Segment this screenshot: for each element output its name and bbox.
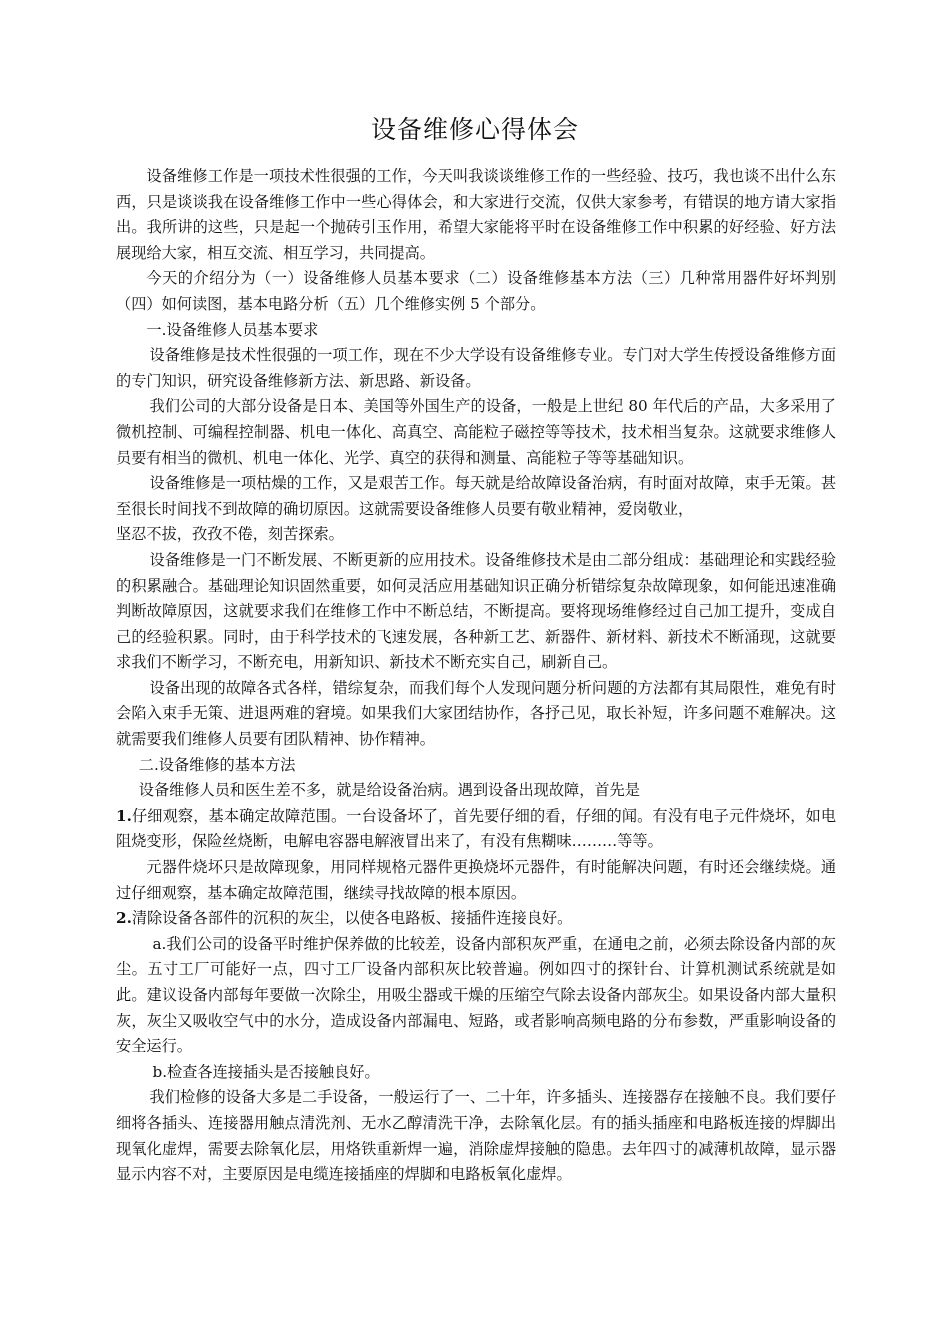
paragraph-foreign-equipment: 我们公司的大部分设备是日本、美国等外国生产的设备，一般是上世纪 80 年代后的产品，大多采用了微机控制、可编程控制器、机电一体化、高真空、高能粒子磁控等等技术，技术相当复杂。这就要求维修人员要有相当的微机、机电一体化、光学、真空的获得和测量、高能粒子等等基础知识。 xyxy=(116,397,836,467)
document-body xyxy=(116,164,836,1188)
sub-heading-b: b.检查各连接插头是否接触良好。 xyxy=(152,1062,380,1081)
paragraph-dust: a.我们公司的设备平时维护保养做的比较差，设备内部积灰严重，在通电之前，必须去除设备内部的灰尘。五寸工厂可能好一点，四寸工厂设备内部积灰比较普遍。例如四寸的探针台、计算机测试系统就是如此。建议设备内部每年要做一次除尘，用吸尘器或干燥的压缩空气除去设备内部灰尘。如果设备内部大量积灰，灰尘又吸收空气中的水分，造成设备内部漏电、短路，或者影响高频电路的分布参数，严重影响设备的安全运行。 xyxy=(116,934,836,1056)
paragraph-connectors: 我们检修的设备大多是二手设备，一般运行了一、二十年，许多插头、连接器存在接触不良。我们要仔细将各插头、连接器用触点清洗剂、无水乙醇清洗干净，去除氧化层。有的插头插座和电路板连接的焊脚出现氧化虚焊，需要去除氧化层，用烙铁重新焊一遍，消除虚焊接触的隐患。去年四寸的减薄机故障，显示器显示内容不对，主要原因是电缆连接插座的焊脚和电路板氧化虚焊。 xyxy=(116,1088,836,1184)
paragraph-teamwork: 设备出现的故障各式各样，错综复杂，而我们每个人发现问题分析问题的方法都有其局限性，难免有时会陷入束手无策、进退两难的窘境。如果我们大家团结协作，各抒己见，取长补短，许多问题不难解决。这就需要我们维修人员要有团队精神、协作精神。 xyxy=(116,678,836,749)
paragraph-applied-tech: 设备维修是一门不断发展、不断更新的应用技术。设备维修技术是由二部分组成：基础理论和实践经验的积累融合。基础理论知识固然重要，如何灵活应用基础知识正确分析错综复杂故障现象，如何能迅速准确判断故障原因，这就要求我们在维修工作中不断总结，不断提高。要将现场维修经过自己加工提升，变成自己的经验积累。同时，由于科学技术的飞速发展，各种新工艺、新器件、新材料、新技术不断涌现，这就要求我们不断学习，不断充电，用新知识、新技术不断充实自己，刷新自己。 xyxy=(116,550,836,672)
paragraph-intro: 设备维修工作是一项技术性很强的工作，今天叫我谈谈维修工作的一些经验、技巧，我也谈不出什么东西，只是谈谈我在设备维修工作中一些心得体会，和大家进行交流，仅供大家参考，有错误的地方请大家指出。我所讲的这些，只是起一个抛砖引玉作用，希望大家能将平时在设备维修工作中积累的好经验、好方法展现给大家，相互交流、相互学习，共同提高。 xyxy=(116,167,836,262)
paragraph-hard-work: 设备维修是一项枯燥的工作，又是艰苦工作。每天就是给故障设备治病，有时面对故障，束手无策。甚至很长时间找不到故障的确切原因。这就需要设备维修人员要有敬业精神，爱岗敬业， xyxy=(116,474,836,518)
list-text-2: 清除设备各部件的沉积的灰尘，以使各电路板、接插件连接良好。 xyxy=(131,909,573,928)
document-title: 设备维修心得体会 xyxy=(370,115,579,144)
list-text-1: 仔细观察，基本确定故障范围。一台设备坏了，首先要仔细的看，仔细的闻。有没有电子元件烧坏，如电阻烧变形，保险丝烧断，电解电容器电解液冒出来了，有没有焦糊味………等等。 xyxy=(116,806,836,851)
paragraph-components: 元器件烧坏只是故障现象，用同样规格元器件更换烧坏元器件，有时能解决问题，有时还会继续烧。通过仔细观察，基本确定故障范围，继续寻找故障的根本原因。 xyxy=(116,858,836,902)
list-number-2: 2. xyxy=(116,909,132,928)
paragraph-outline: 今天的介绍分为（一）设备维修人员基本要求（二）设备维修基本方法（三）几种常用器件好坏判别（四）如何读图，基本电路分析（五）几个维修实例 5 个部分。 xyxy=(116,269,836,313)
paragraph-doctor: 设备维修人员和医生差不多，就是给设备治病。遇到设备出现故障，首先是 xyxy=(138,781,640,800)
section-heading-1: 一.设备维修人员基本要求 xyxy=(146,320,319,339)
section-heading-2: 二.设备维修的基本方法 xyxy=(138,755,296,774)
list-item-1 xyxy=(116,804,836,855)
paragraph-hard-work-cont: 坚忍不拔，孜孜不倦，刻苦探索。 xyxy=(116,525,344,544)
paragraph-technical: 设备维修是技术性很强的一项工作，现在不少大学设有设备维修专业。专门对大学生传授设备维修方面的专门知识，研究设备维修新方法、新思路、新设备。 xyxy=(116,346,836,390)
list-number-1: 1. xyxy=(116,806,132,825)
list-item-2 xyxy=(116,906,836,932)
